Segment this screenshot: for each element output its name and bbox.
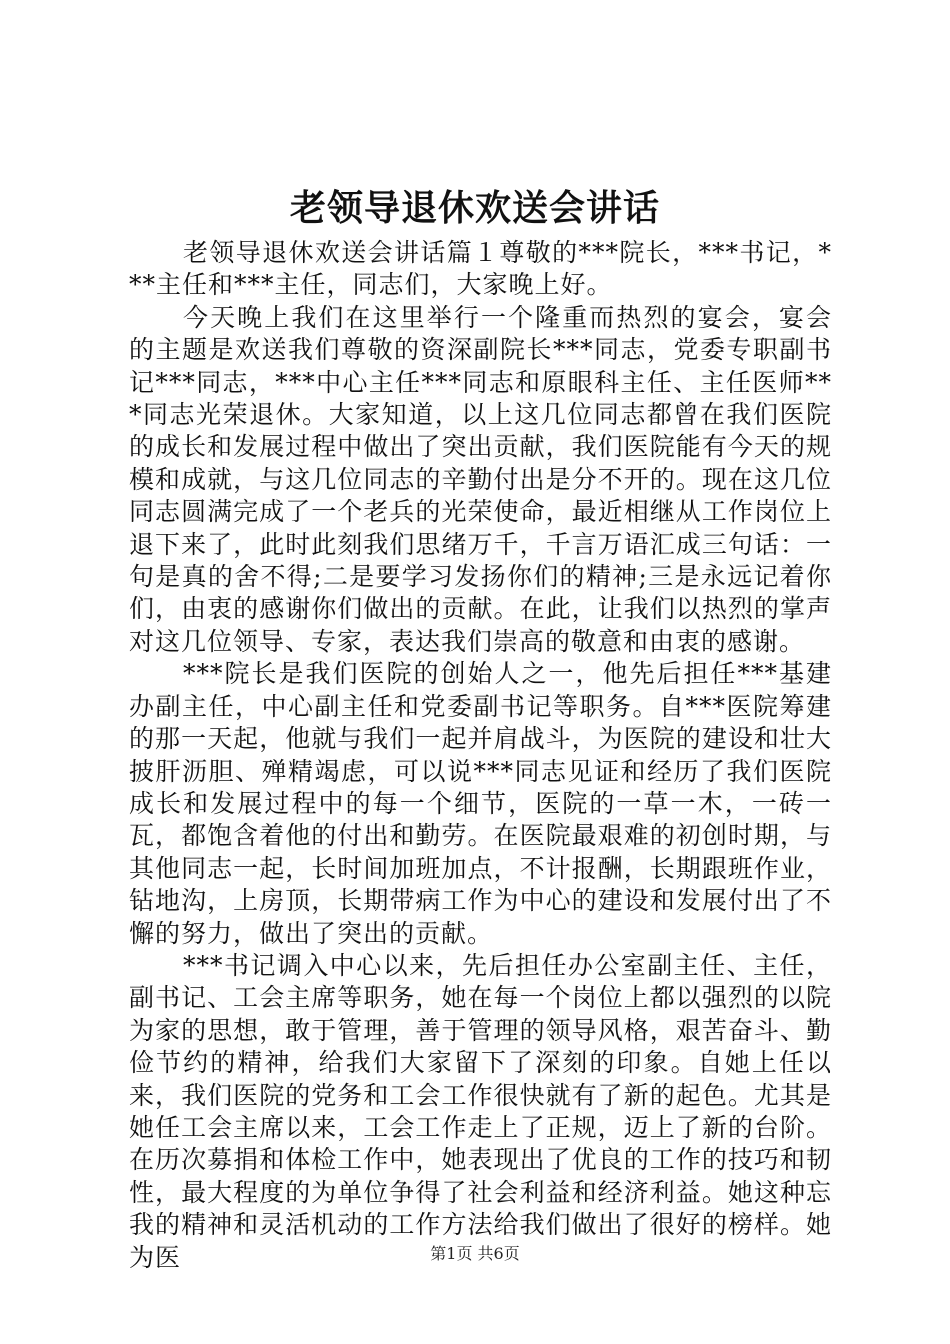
paragraph-2: 今天晚上我们在这里举行一个隆重而热烈的宴会，宴会的主题是欢送我们尊敬的资深副院长***同志，党委专职副书记***同志，***中心主任***同志和原眼科主任、主任医师***同志光荣退休。大家知道，以上这几位同志都曾在我们医院的成长和发展过程中做出了突出贡献，我们医院能有今天的规模和成就，与这几位同志的辛勤付出是分不开的。现在这几位同志圆满完成了一个老兵的光荣使命，最近相继从工作岗位上退下来了，此时此刻我们思绪万千，千言万语汇成三句话：一句是真的舍不得;二是要学习发扬你们的精神;三是永远记着你们，由衷的感谢你们做出的贡献。在此，让我们以热烈的掌声对这几位领导、专家，表达我们崇高的敬意和由衷的感谢。 (129, 302, 832, 656)
document-title: 老领导退休欢送会讲话 (289, 187, 660, 229)
paragraph-1: 老领导退休欢送会讲话篇１尊敬的***院长，***书记，***主任和***主任，同志们，大家晚上好。 (129, 238, 832, 300)
document-body (129, 237, 832, 1274)
paragraph-3: ***院长是我们医院的创始人之一，他先后担任***基建办副主任，中心副主任和党委副书记等职务。自***医院筹建的那一天起，他就与我们一起并肩战斗，为医院的建设和壮大披肝沥胆、殚精竭虑，可以说***同志见证和经历了我们医院成长和发展过程中的每一个细节，医院的一草一木，一砖一瓦，都饱含着他的付出和勤劳。在医院最艰难的初创时期，与其他同志一起，长时间加班加点，不计报酬，长期跟班作业，钻地沟，上房顶，长期带病工作为中心的建设和发展付出了不懈的努力，做出了突出的贡献。 (129, 659, 832, 948)
page-number-footer: 第1页 共6页 (430, 1244, 520, 1263)
paragraph-4: ***书记调入中心以来，先后担任办公室副主任、主任，副书记、工会主席等职务，她在每一个岗位上都以强烈的以院为家的思想，敢于管理，善于管理的领导风格，艰苦奋斗、勤俭节约的精神，给我们大家留下了深刻的印象。自她上任以来，我们医院的党务和工会工作很快就有了新的起色。尤其是她任工会主席以来，工会工作走上了正规，迈上了新的台阶。在历次募捐和体检工作中，她表现出了优良的工作的技巧和韧性，最大程度的为单位争得了社会利益和经济利益。她这种忘我的精神和灵活机动的工作方法给我们做出了很好的榜样。她为医 (129, 950, 832, 1272)
